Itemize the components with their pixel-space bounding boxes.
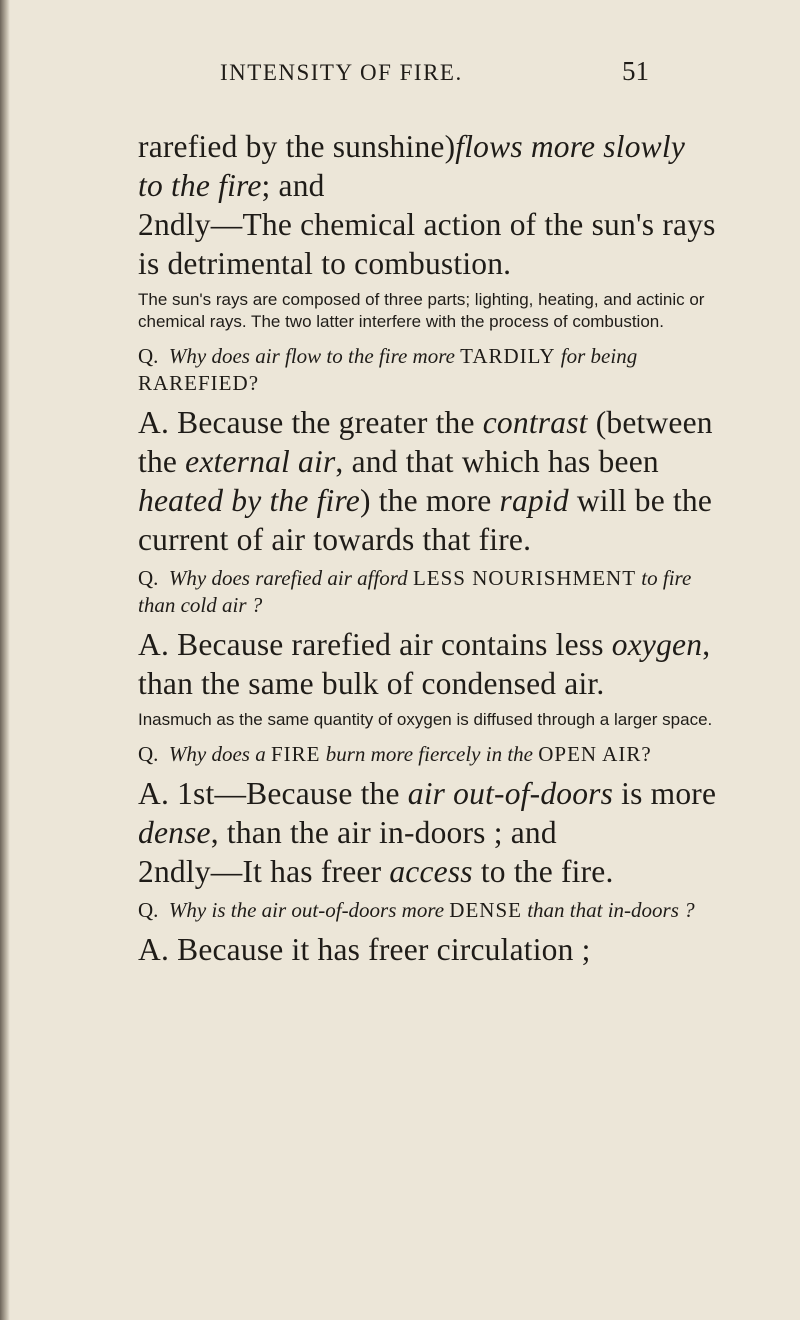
italic-run: heated by the fire [138, 483, 360, 518]
text-run: ; and [261, 168, 325, 203]
question-4 [138, 897, 728, 924]
running-title: INTENSITY OF FIRE. [220, 60, 463, 85]
text-run: 2ndly—It has freer [138, 854, 382, 889]
text-run: Because it has freer circulation ; [177, 932, 591, 967]
text-run: Because rarefied air contains less [177, 627, 604, 662]
text-run: ? [248, 371, 259, 395]
footnote-oxygen: Inasmuch as the same quantity of oxygen is diffused through a larger space. [138, 710, 713, 729]
small-caps-run: DENSE [449, 898, 522, 922]
italic-run: for being [560, 344, 638, 368]
text-run: will be the current of air towards that fire. [138, 483, 713, 557]
small-caps-run: LESS NOURISHMENT [412, 566, 637, 590]
italic-run: contrast [482, 405, 588, 440]
page-number: 51 [622, 56, 649, 86]
italic-run: external air [185, 444, 336, 479]
italic-run: Why does a [168, 742, 266, 766]
italic-run: access [389, 854, 473, 889]
small-caps-run: FIRE [270, 742, 321, 766]
text-run: 2ndly—The chemical action of the sun's rays is detrimental to combustion. [138, 207, 716, 281]
q-label: Q. [138, 898, 159, 922]
italic-run: Why does air flow to the fire more [168, 344, 455, 368]
text-run: to the fire. [480, 854, 614, 889]
footnote-sun-rays: The sun's rays are composed of three parts; lighting, heating, and actinic or chemical rays. The two latter interfere with the process of combustion. [138, 290, 705, 331]
a-label: A. [138, 932, 170, 967]
italic-run: air out-of-doors [407, 776, 614, 811]
text-run: , than the same bulk of condensed air. [138, 627, 711, 701]
text-run: ? [641, 742, 651, 766]
a-label: A. [138, 776, 170, 811]
q-label: Q. [138, 566, 159, 590]
answer-4 [138, 930, 728, 969]
question-3 [138, 741, 728, 768]
a-label: A. [138, 405, 170, 440]
paragraph-continuation [138, 127, 728, 205]
italic-run: Why does rarefied air afford [168, 566, 408, 590]
italic-run: to the fire [138, 168, 262, 203]
text-run: 1st—Because the [177, 776, 400, 811]
italic-run: flows more slowly [455, 129, 686, 164]
italic-run: to fire than cold air ? [138, 566, 692, 617]
paragraph-second-reason [138, 205, 728, 283]
q-label: Q. [138, 742, 159, 766]
page-body [138, 127, 728, 969]
question-1 [138, 343, 728, 397]
italic-run: dense [138, 815, 211, 850]
a-label: A. [138, 627, 170, 662]
small-caps-run: RAREFIED [138, 371, 249, 395]
text-run: is more [621, 776, 717, 811]
answer-1 [138, 403, 728, 559]
small-caps-run: TARDILY [460, 344, 556, 368]
question-2 [138, 565, 728, 619]
italic-run: Why is the air out-of-doors more [168, 898, 445, 922]
answer-2 [138, 625, 728, 703]
text-run: ) the more [359, 483, 492, 518]
text-run: Because the greater the [177, 405, 475, 440]
text-run: , and that which has been [335, 444, 659, 479]
page-gutter-shadow [0, 0, 10, 1320]
small-caps-run: OPEN AIR [538, 742, 642, 766]
text-run: , than the air in-doors ; and [210, 815, 557, 850]
answer-3 [138, 774, 728, 891]
italic-run: rapid [499, 483, 569, 518]
text-run: rarefied by the sunshine) [138, 129, 456, 164]
italic-run: oxygen [611, 627, 703, 662]
text-run: (between the [138, 405, 713, 479]
page-header [0, 58, 800, 92]
q-label: Q. [138, 344, 159, 368]
italic-run: than that in-doors ? [527, 898, 695, 922]
italic-run: burn more fiercely in the [325, 742, 533, 766]
